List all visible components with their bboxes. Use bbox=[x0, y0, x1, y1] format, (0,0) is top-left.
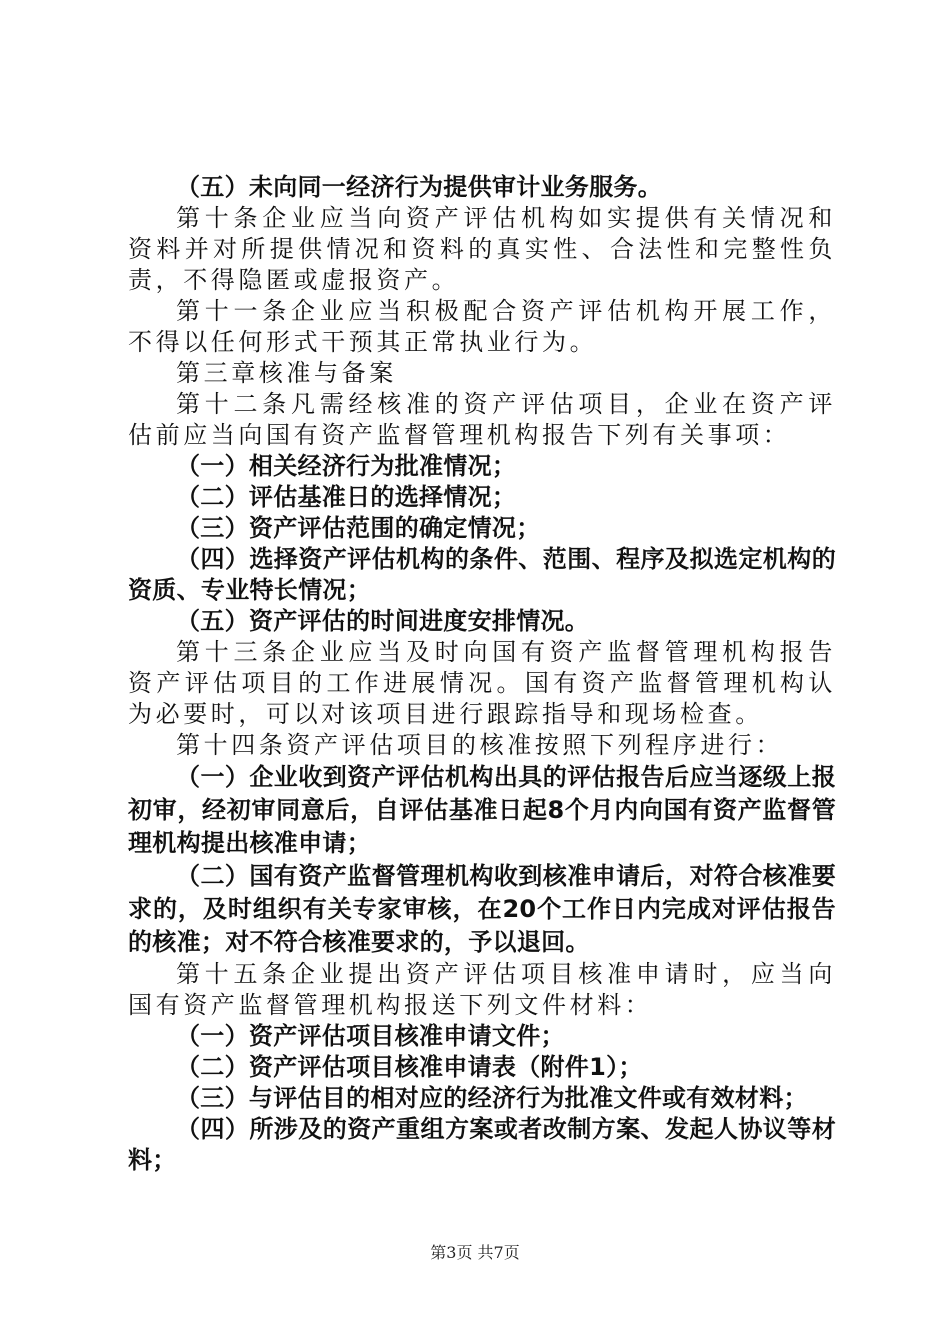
list-item-14-2: （二）国有资产监督管理机构收到核准申请后，对符合核准要求的，及时组织有关专家审核，在20个工作日内完成对评估报告的核准；对不符合核准要求的，予以退回。 bbox=[128, 862, 836, 956]
paragraph-article-10: 第十条企业应当向资产评估机构如实提供有关情况和资料并对所提供情况和资料的真实性、合法性和完整性负责，不得隐匿或虚报资产。 bbox=[128, 204, 836, 294]
paragraph-item-5-audit: （五）未向同一经济行为提供审计业务服务。 bbox=[176, 173, 662, 201]
paragraph-article-13: 第十三条企业应当及时向国有资产监督管理机构报告资产评估项目的工作进展情况。国有资产监督管理机构认为必要时，可以对该项目进行跟踪指导和现场检查。 bbox=[128, 638, 836, 728]
list-item-15-4: （四）所涉及的资产重组方案或者改制方案、发起人协议等材料； bbox=[128, 1115, 836, 1174]
list-item-12-2: （二）评估基准日的选择情况； bbox=[176, 483, 517, 511]
list-item-12-3: （三）资产评估范围的确定情况； bbox=[176, 514, 541, 542]
list-item-15-1: （一）资产评估项目核准申请文件； bbox=[176, 1022, 565, 1050]
list-item-12-1: （一）相关经济行为批准情况； bbox=[176, 452, 517, 480]
chapter-heading: 第三章核准与备案 bbox=[176, 359, 397, 387]
document-body bbox=[128, 172, 836, 1176]
list-item-12-5: （五）资产评估的时间进度安排情况。 bbox=[176, 607, 590, 635]
paragraph-article-12: 第十二条凡需经核准的资产评估项目，企业在资产评估前应当向国有资产监督管理机构报告下列有关事项： bbox=[128, 390, 836, 449]
list-item-15-2: （二）资产评估项目核准申请表（附件1）； bbox=[176, 1053, 643, 1081]
paragraph-article-15: 第十五条企业提出资产评估项目核准申请时，应当向国有资产监督管理机构报送下列文件材料： bbox=[128, 960, 836, 1019]
page-number-footer: 第3页 共7页 bbox=[430, 1243, 520, 1262]
list-item-15-3: （三）与评估目的相对应的经济行为批准文件或有效材料； bbox=[176, 1084, 808, 1112]
list-item-14-1: （一）企业收到资产评估机构出具的评估报告后应当逐级上报初审，经初审同意后，自评估基准日起8个月内向国有资产监督管理机构提出核准申请； bbox=[128, 763, 836, 857]
paragraph-article-14: 第十四条资产评估项目的核准按照下列程序进行： bbox=[176, 731, 784, 759]
paragraph-article-11: 第十一条企业应当积极配合资产评估机构开展工作，不得以任何形式干预其正常执业行为。 bbox=[128, 297, 836, 356]
list-item-12-4: （四）选择资产评估机构的条件、范围、程序及拟选定机构的资质、专业特长情况； bbox=[128, 545, 836, 604]
